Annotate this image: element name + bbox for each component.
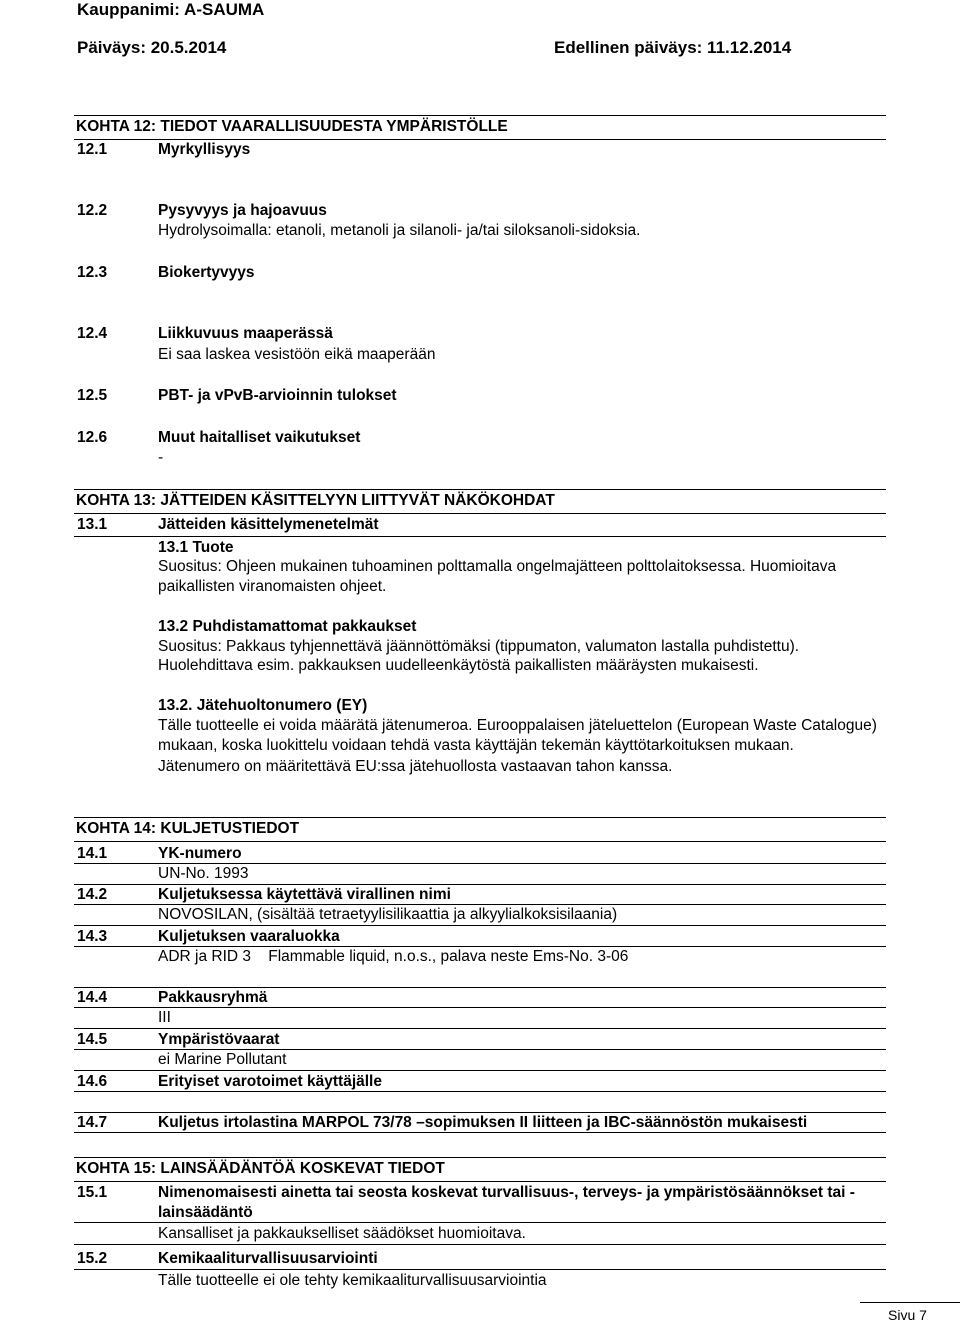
section-14-title: KOHTA 14: KULJETUSTIEDOT [76,820,300,837]
item-number: 14.3 [77,928,108,945]
divider [74,1028,886,1029]
item-number: 12.6 [77,429,108,446]
item-number: 14.6 [77,1073,108,1090]
divider [74,536,886,537]
section-13-header [74,489,886,514]
section-12-title: KOHTA 12: TIEDOT VAARALLISUUDESTA YMPÄRISTÖLLE [76,118,508,135]
item-heading: Nimenomaisesti ainetta tai seosta koskevat turvallisuus-, terveys- ja ympäristösäännökset tai - [158,1184,855,1201]
item-heading: Pakkausryhmä [158,989,268,1006]
section-15-title: KOHTA 15: LAINSÄÄDÄNTÖÄ KOSKEVAT TIEDOT [76,1160,445,1177]
item-number: 12.2 [77,202,108,219]
item-heading: Kuljetuksessa käytettävä virallinen nimi [158,886,451,903]
item-text: NOVOSILAN, (sisältää tetraetyylisilikaattia ja alkyylialkoksisilaania) [158,906,618,923]
divider [74,1132,886,1133]
item-heading: Liikkuvuus maaperässä [158,325,333,342]
item-heading: Kuljetus irtolastina MARPOL 73/78 –sopimuksen II liitteen ja IBC-säännöstön mukaisesti [158,1114,808,1131]
item-number: 13.1 [77,516,108,533]
item-text: Kansalliset ja pakkaukselliset säädökset huomioitava. [158,1225,526,1242]
item-text: - [158,449,164,466]
item-text: Tälle tuotteelle ei ole tehty kemikaaliturvallisuusarviointia [158,1272,547,1289]
item-text: ei Marine Pollutant [158,1051,287,1068]
item-number: 14.5 [77,1031,108,1048]
previous-date: Edellinen päiväys: 11.12.2014 [554,38,792,57]
item-heading: Pysyvyys ja hajoavuus [158,202,327,219]
item-text: Jätenumero on määritettävä EU:ssa jätehuollosta vastaavan tahon kanssa. [158,758,673,775]
item-heading: PBT- ja vPvB-arvioinnin tulokset [158,387,397,404]
section-12-header [74,115,886,140]
item-text: UN-No. 1993 [158,865,249,882]
sub-heading: 13.2. Jätehuoltonumero (EY) [158,697,368,714]
item-number: 15.1 [77,1184,108,1201]
sub-heading: 13.2 Puhdistamattomat pakkaukset [158,618,417,635]
item-number: 12.4 [77,325,108,342]
item-text: Ei saa laskea vesistöön eikä maaperään [158,346,436,363]
item-text: III [158,1009,171,1026]
item-text: Hydrolysoimalla: etanoli, metanoli ja silanoli- ja/tai siloksanoli-sidoksia. [158,222,641,239]
trade-name: Kauppanimi: A-SAUMA [77,0,265,19]
item-text: mukaan, koska luokittelu voidaan tehdä vasta käyttäjän tekemän käyttötarkoituksen mukaan. [158,737,794,754]
item-text: Tälle tuotteelle ei voida määrätä jätenumeroa. Eurooppalaisen jäteluettelon (European Waste Catalogue) [158,717,877,734]
item-text: paikallisten viranomaisten ohjeet. [158,578,387,595]
item-number: 14.4 [77,989,108,1006]
item-text: Suositus: Ohjeen mukainen tuhoaminen polttamalla ongelmajätteen polttolaitoksessa. Huomioitava [158,558,837,575]
item-text: ADR ja RID 3 Flammable liquid, n.o.s., palava neste Ems-No. 3-06 [158,948,629,965]
item-heading: Biokertyvyys [158,264,255,281]
item-heading: Myrkyllisyys [158,141,251,158]
section-13-title: KOHTA 13: JÄTTEIDEN KÄSITTELYYN LIITTYVÄT NÄKÖKOHDAT [76,492,555,509]
item-text: Suositus: Pakkaus tyhjennettävä jäännöttömäksi (tippumaton, valumaton lastalla puhdistettu). [158,638,800,655]
page-number: Sivu 7 [888,1307,927,1323]
section-15-header [74,1157,886,1182]
item-heading: Erityiset varotoimet käyttäjälle [158,1073,382,1090]
item-heading: lainsäädäntö [158,1204,253,1221]
divider [74,1269,886,1270]
item-heading: YK-numero [158,845,242,862]
divider [74,1007,886,1008]
item-number: 14.2 [77,886,108,903]
item-number: 12.5 [77,387,108,404]
item-number: 14.7 [77,1114,108,1131]
item-number: 12.3 [77,264,108,281]
footer-divider [860,1302,960,1303]
item-heading: Jätteiden käsittelymenetelmät [158,516,379,533]
divider [74,1244,886,1245]
document-date: Päiväys: 20.5.2014 [77,38,227,57]
divider [74,1222,886,1223]
item-heading: Kemikaaliturvallisuusarviointi [158,1250,378,1267]
item-heading: Ympäristövaarat [158,1031,280,1048]
section-14-header [74,817,886,842]
divider [74,925,886,926]
divider [74,1070,886,1071]
item-number: 15.2 [77,1250,108,1267]
item-text: Huolehdittava esim. pakkauksen uudelleenkäytöstä paikallisten määräysten mukaisesti. [158,657,759,674]
sub-heading: 13.1 Tuote [158,539,234,556]
item-heading: Kuljetuksen vaaraluokka [158,928,340,945]
item-number: 14.1 [77,845,108,862]
item-heading: Muut haitalliset vaikutukset [158,429,361,446]
divider [74,1091,886,1092]
item-number: 12.1 [77,141,108,158]
